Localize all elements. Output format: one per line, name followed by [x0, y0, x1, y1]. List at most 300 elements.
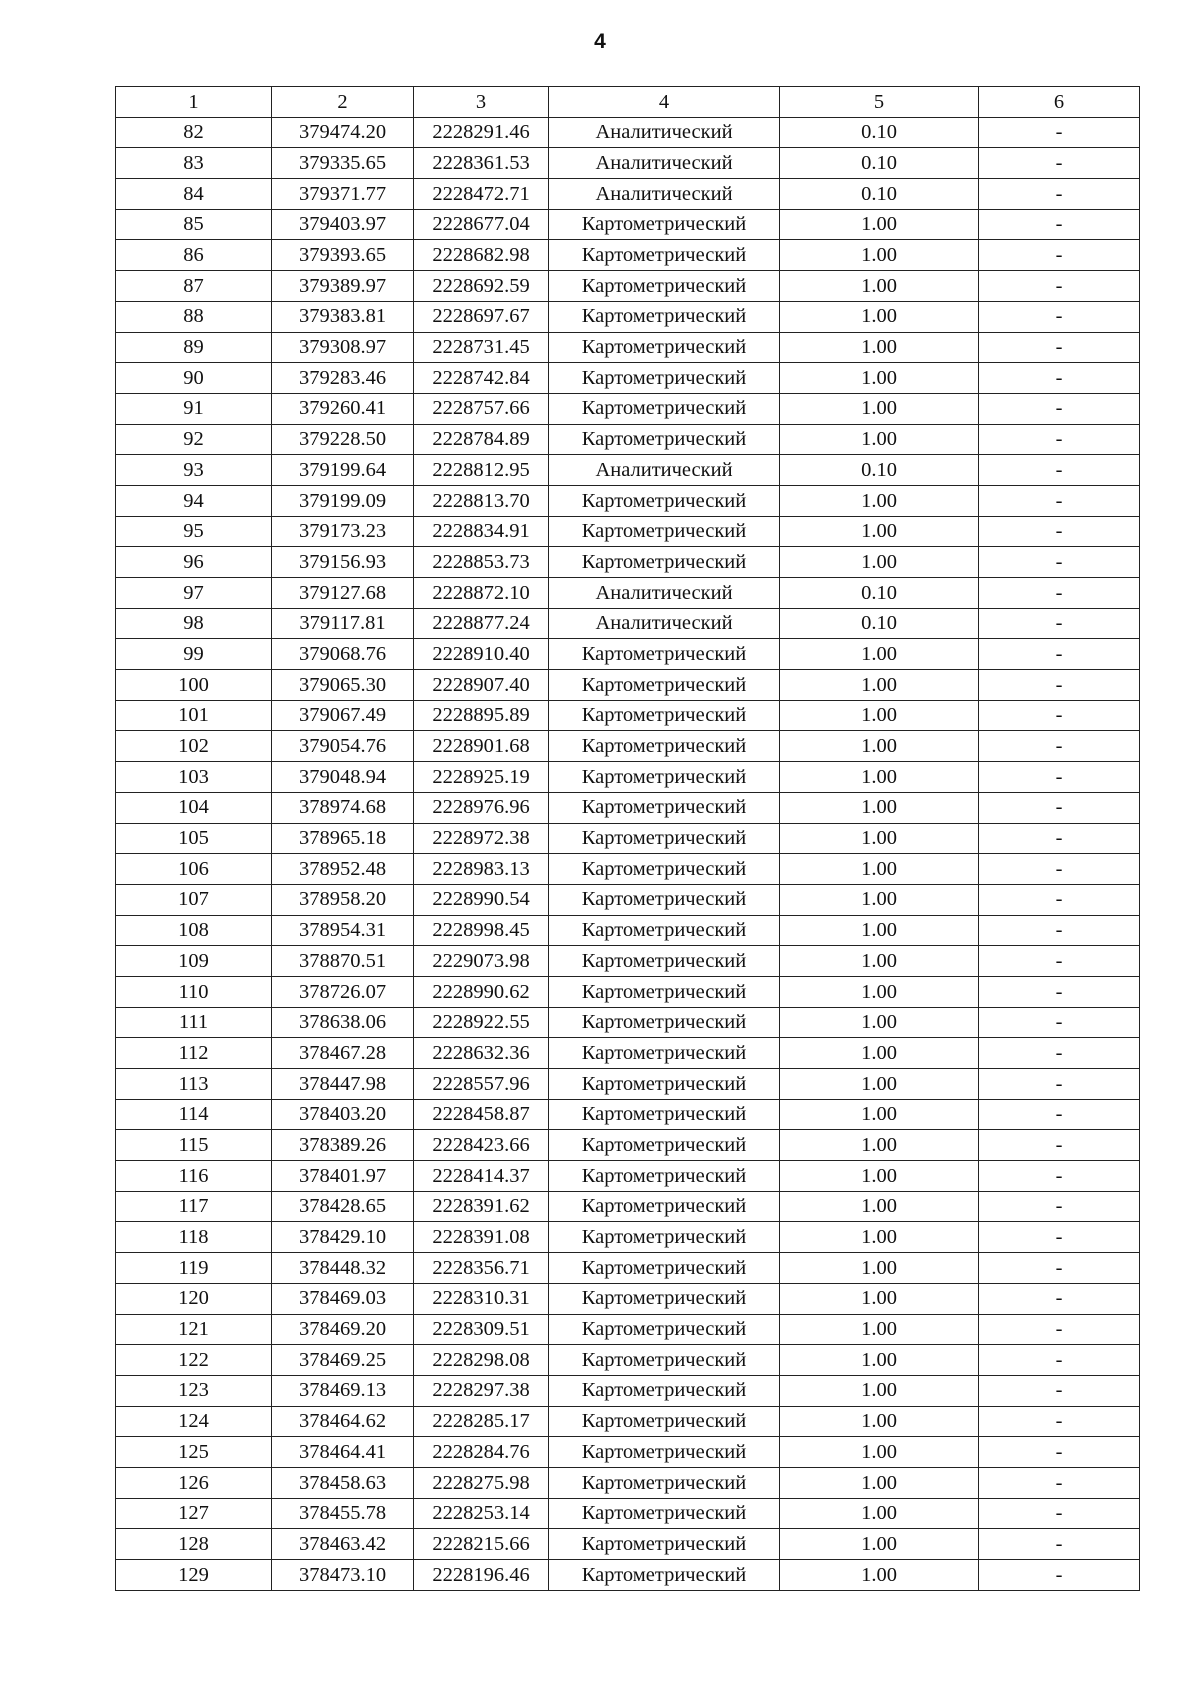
table-row [116, 1498, 1140, 1529]
x-coordinate-cell: 379335.65 [272, 148, 414, 179]
note-cell: - [979, 516, 1140, 547]
point-number-cell: 84 [116, 179, 272, 210]
y-coordinate-cell: 2228901.68 [414, 731, 549, 762]
point-number-cell: 127 [116, 1498, 272, 1529]
y-coordinate-cell: 2228196.46 [414, 1560, 549, 1591]
x-coordinate-cell: 379117.81 [272, 608, 414, 639]
note-cell: - [979, 762, 1140, 793]
method-cell: Картометрический [549, 639, 780, 670]
note-cell: - [979, 301, 1140, 332]
table-row [116, 1560, 1140, 1591]
note-cell: - [979, 485, 1140, 516]
column-header: 5 [780, 87, 979, 118]
x-coordinate-cell: 378389.26 [272, 1130, 414, 1161]
point-number-cell: 116 [116, 1161, 272, 1192]
accuracy-cell: 0.10 [780, 455, 979, 486]
method-cell: Картометрический [549, 1038, 780, 1069]
accuracy-cell: 1.00 [780, 1069, 979, 1100]
accuracy-cell: 0.10 [780, 608, 979, 639]
note-cell: - [979, 393, 1140, 424]
x-coordinate-cell: 379393.65 [272, 240, 414, 271]
note-cell: - [979, 1560, 1140, 1591]
note-cell: - [979, 946, 1140, 977]
point-number-cell: 119 [116, 1253, 272, 1284]
y-coordinate-cell: 2228907.40 [414, 670, 549, 701]
y-coordinate-cell: 2228877.24 [414, 608, 549, 639]
accuracy-cell: 1.00 [780, 731, 979, 762]
x-coordinate-cell: 379228.50 [272, 424, 414, 455]
y-coordinate-cell: 2228356.71 [414, 1253, 549, 1284]
table-row [116, 578, 1140, 609]
table-row [116, 1283, 1140, 1314]
method-cell: Картометрический [549, 884, 780, 915]
point-number-cell: 87 [116, 271, 272, 302]
note-cell: - [979, 1222, 1140, 1253]
table-row [116, 301, 1140, 332]
method-cell: Картометрический [549, 946, 780, 977]
note-cell: - [979, 854, 1140, 885]
y-coordinate-cell: 2228361.53 [414, 148, 549, 179]
accuracy-cell: 1.00 [780, 762, 979, 793]
y-coordinate-cell: 2228297.38 [414, 1375, 549, 1406]
method-cell: Картометрический [549, 271, 780, 302]
x-coordinate-cell: 379048.94 [272, 762, 414, 793]
table-row [116, 240, 1140, 271]
method-cell: Картометрический [549, 424, 780, 455]
table-row [116, 823, 1140, 854]
table-row [116, 455, 1140, 486]
x-coordinate-cell: 378469.25 [272, 1345, 414, 1376]
accuracy-cell: 1.00 [780, 1161, 979, 1192]
y-coordinate-cell: 2228983.13 [414, 854, 549, 885]
table-row [116, 915, 1140, 946]
note-cell: - [979, 670, 1140, 701]
method-cell: Картометрический [549, 1191, 780, 1222]
method-cell: Картометрический [549, 547, 780, 578]
point-number-cell: 88 [116, 301, 272, 332]
accuracy-cell: 1.00 [780, 1498, 979, 1529]
point-number-cell: 129 [116, 1560, 272, 1591]
note-cell: - [979, 1191, 1140, 1222]
point-number-cell: 85 [116, 209, 272, 240]
y-coordinate-cell: 2228284.76 [414, 1437, 549, 1468]
method-cell: Картометрический [549, 976, 780, 1007]
y-coordinate-cell: 2228472.71 [414, 179, 549, 210]
note-cell: - [979, 1314, 1140, 1345]
accuracy-cell: 1.00 [780, 1191, 979, 1222]
y-coordinate-cell: 2228812.95 [414, 455, 549, 486]
y-coordinate-cell: 2228291.46 [414, 117, 549, 148]
method-cell: Картометрический [549, 1222, 780, 1253]
x-coordinate-cell: 379474.20 [272, 117, 414, 148]
method-cell: Картометрический [549, 301, 780, 332]
y-coordinate-cell: 2228391.62 [414, 1191, 549, 1222]
accuracy-cell: 1.00 [780, 1007, 979, 1038]
method-cell: Картометрический [549, 209, 780, 240]
note-cell: - [979, 731, 1140, 762]
y-coordinate-cell: 2228677.04 [414, 209, 549, 240]
table-row [116, 117, 1140, 148]
accuracy-cell: 1.00 [780, 915, 979, 946]
y-coordinate-cell: 2228215.66 [414, 1529, 549, 1560]
point-number-cell: 115 [116, 1130, 272, 1161]
accuracy-cell: 1.00 [780, 670, 979, 701]
table-row [116, 424, 1140, 455]
point-number-cell: 125 [116, 1437, 272, 1468]
table-row [116, 608, 1140, 639]
table-row [116, 516, 1140, 547]
accuracy-cell: 1.00 [780, 792, 979, 823]
table-body [116, 117, 1140, 1590]
method-cell: Картометрический [549, 1375, 780, 1406]
table-row [116, 1253, 1140, 1284]
point-number-cell: 108 [116, 915, 272, 946]
x-coordinate-cell: 379308.97 [272, 332, 414, 363]
y-coordinate-cell: 2228682.98 [414, 240, 549, 271]
note-cell: - [979, 792, 1140, 823]
note-cell: - [979, 332, 1140, 363]
y-coordinate-cell: 2228309.51 [414, 1314, 549, 1345]
x-coordinate-cell: 378726.07 [272, 976, 414, 1007]
table-row [116, 209, 1140, 240]
accuracy-cell: 1.00 [780, 1314, 979, 1345]
x-coordinate-cell: 378965.18 [272, 823, 414, 854]
y-coordinate-cell: 2228998.45 [414, 915, 549, 946]
x-coordinate-cell: 379383.81 [272, 301, 414, 332]
point-number-cell: 86 [116, 240, 272, 271]
accuracy-cell: 1.00 [780, 1345, 979, 1376]
y-coordinate-cell: 2228414.37 [414, 1161, 549, 1192]
accuracy-cell: 1.00 [780, 424, 979, 455]
accuracy-cell: 1.00 [780, 1222, 979, 1253]
x-coordinate-cell: 378974.68 [272, 792, 414, 823]
method-cell: Картометрический [549, 1437, 780, 1468]
method-cell: Картометрический [549, 393, 780, 424]
y-coordinate-cell: 2228784.89 [414, 424, 549, 455]
point-number-cell: 114 [116, 1099, 272, 1130]
y-coordinate-cell: 2228253.14 [414, 1498, 549, 1529]
accuracy-cell: 1.00 [780, 301, 979, 332]
table-row [116, 1222, 1140, 1253]
x-coordinate-cell: 379389.97 [272, 271, 414, 302]
table-row [116, 332, 1140, 363]
note-cell: - [979, 455, 1140, 486]
x-coordinate-cell: 379067.49 [272, 700, 414, 731]
accuracy-cell: 1.00 [780, 700, 979, 731]
y-coordinate-cell: 2228872.10 [414, 578, 549, 609]
point-number-cell: 101 [116, 700, 272, 731]
note-cell: - [979, 117, 1140, 148]
point-number-cell: 126 [116, 1467, 272, 1498]
point-number-cell: 123 [116, 1375, 272, 1406]
method-cell: Картометрический [549, 762, 780, 793]
x-coordinate-cell: 378958.20 [272, 884, 414, 915]
x-coordinate-cell: 379065.30 [272, 670, 414, 701]
method-cell: Картометрический [549, 516, 780, 547]
accuracy-cell: 1.00 [780, 363, 979, 394]
y-coordinate-cell: 2228423.66 [414, 1130, 549, 1161]
table-row [116, 393, 1140, 424]
point-number-cell: 99 [116, 639, 272, 670]
method-cell: Картометрический [549, 670, 780, 701]
accuracy-cell: 1.00 [780, 209, 979, 240]
method-cell: Картометрический [549, 1529, 780, 1560]
table-row [116, 976, 1140, 1007]
y-coordinate-cell: 2228632.36 [414, 1038, 549, 1069]
method-cell: Картометрический [549, 1560, 780, 1591]
table-row [116, 762, 1140, 793]
accuracy-cell: 1.00 [780, 1253, 979, 1284]
y-coordinate-cell: 2228895.89 [414, 700, 549, 731]
header-row [116, 87, 1140, 118]
accuracy-cell: 0.10 [780, 117, 979, 148]
x-coordinate-cell: 379156.93 [272, 547, 414, 578]
method-cell: Картометрический [549, 1314, 780, 1345]
method-cell: Картометрический [549, 1161, 780, 1192]
point-number-cell: 121 [116, 1314, 272, 1345]
y-coordinate-cell: 2228757.66 [414, 393, 549, 424]
y-coordinate-cell: 2228834.91 [414, 516, 549, 547]
note-cell: - [979, 915, 1140, 946]
accuracy-cell: 1.00 [780, 1467, 979, 1498]
x-coordinate-cell: 378467.28 [272, 1038, 414, 1069]
method-cell: Картометрический [549, 915, 780, 946]
accuracy-cell: 1.00 [780, 393, 979, 424]
accuracy-cell: 1.00 [780, 485, 979, 516]
x-coordinate-cell: 379068.76 [272, 639, 414, 670]
point-number-cell: 94 [116, 485, 272, 516]
accuracy-cell: 1.00 [780, 547, 979, 578]
point-number-cell: 105 [116, 823, 272, 854]
note-cell: - [979, 240, 1140, 271]
table-row [116, 854, 1140, 885]
column-header: 1 [116, 87, 272, 118]
note-cell: - [979, 1007, 1140, 1038]
table-row [116, 1345, 1140, 1376]
x-coordinate-cell: 378954.31 [272, 915, 414, 946]
column-header: 2 [272, 87, 414, 118]
y-coordinate-cell: 2228972.38 [414, 823, 549, 854]
point-number-cell: 104 [116, 792, 272, 823]
note-cell: - [979, 1099, 1140, 1130]
x-coordinate-cell: 379199.09 [272, 485, 414, 516]
x-coordinate-cell: 378870.51 [272, 946, 414, 977]
y-coordinate-cell: 2228742.84 [414, 363, 549, 394]
x-coordinate-cell: 378401.97 [272, 1161, 414, 1192]
note-cell: - [979, 1529, 1140, 1560]
point-number-cell: 110 [116, 976, 272, 1007]
method-cell: Картометрический [549, 363, 780, 394]
note-cell: - [979, 1283, 1140, 1314]
accuracy-cell: 0.10 [780, 148, 979, 179]
point-number-cell: 113 [116, 1069, 272, 1100]
table-row [116, 1161, 1140, 1192]
method-cell: Картометрический [549, 1099, 780, 1130]
note-cell: - [979, 1498, 1140, 1529]
point-number-cell: 122 [116, 1345, 272, 1376]
point-number-cell: 90 [116, 363, 272, 394]
table-row [116, 946, 1140, 977]
method-cell: Картометрический [549, 1069, 780, 1100]
method-cell: Аналитический [549, 578, 780, 609]
table-row [116, 670, 1140, 701]
table-row [116, 1007, 1140, 1038]
note-cell: - [979, 1467, 1140, 1498]
note-cell: - [979, 639, 1140, 670]
y-coordinate-cell: 2228990.62 [414, 976, 549, 1007]
point-number-cell: 98 [116, 608, 272, 639]
point-number-cell: 89 [116, 332, 272, 363]
x-coordinate-cell: 379173.23 [272, 516, 414, 547]
y-coordinate-cell: 2228922.55 [414, 1007, 549, 1038]
accuracy-cell: 1.00 [780, 1283, 979, 1314]
note-cell: - [979, 1069, 1140, 1100]
point-number-cell: 117 [116, 1191, 272, 1222]
table-row [116, 700, 1140, 731]
table-row [116, 271, 1140, 302]
method-cell: Картометрический [549, 485, 780, 516]
point-number-cell: 95 [116, 516, 272, 547]
table-row [116, 1467, 1140, 1498]
y-coordinate-cell: 2228853.73 [414, 547, 549, 578]
point-number-cell: 128 [116, 1529, 272, 1560]
note-cell: - [979, 700, 1140, 731]
column-header: 3 [414, 87, 549, 118]
x-coordinate-cell: 378403.20 [272, 1099, 414, 1130]
x-coordinate-cell: 379260.41 [272, 393, 414, 424]
x-coordinate-cell: 378458.63 [272, 1467, 414, 1498]
x-coordinate-cell: 378473.10 [272, 1560, 414, 1591]
note-cell: - [979, 1406, 1140, 1437]
table-row [116, 1529, 1140, 1560]
table-row [116, 547, 1140, 578]
accuracy-cell: 1.00 [780, 823, 979, 854]
note-cell: - [979, 608, 1140, 639]
accuracy-cell: 1.00 [780, 240, 979, 271]
accuracy-cell: 1.00 [780, 1560, 979, 1591]
accuracy-cell: 1.00 [780, 1130, 979, 1161]
accuracy-cell: 1.00 [780, 639, 979, 670]
method-cell: Аналитический [549, 148, 780, 179]
point-number-cell: 107 [116, 884, 272, 915]
x-coordinate-cell: 378447.98 [272, 1069, 414, 1100]
accuracy-cell: 1.00 [780, 854, 979, 885]
table-row [116, 1314, 1140, 1345]
x-coordinate-cell: 378469.20 [272, 1314, 414, 1345]
accuracy-cell: 0.10 [780, 179, 979, 210]
y-coordinate-cell: 2228813.70 [414, 485, 549, 516]
y-coordinate-cell: 2228310.31 [414, 1283, 549, 1314]
table-row [116, 1069, 1140, 1100]
x-coordinate-cell: 378428.65 [272, 1191, 414, 1222]
method-cell: Картометрический [549, 700, 780, 731]
y-coordinate-cell: 2228275.98 [414, 1467, 549, 1498]
note-cell: - [979, 209, 1140, 240]
y-coordinate-cell: 2228692.59 [414, 271, 549, 302]
x-coordinate-cell: 378463.42 [272, 1529, 414, 1560]
table-row [116, 1099, 1140, 1130]
note-cell: - [979, 1345, 1140, 1376]
point-number-cell: 82 [116, 117, 272, 148]
y-coordinate-cell: 2229073.98 [414, 946, 549, 977]
accuracy-cell: 1.00 [780, 1038, 979, 1069]
accuracy-cell: 1.00 [780, 332, 979, 363]
note-cell: - [979, 547, 1140, 578]
x-coordinate-cell: 378464.62 [272, 1406, 414, 1437]
table-row [116, 792, 1140, 823]
note-cell: - [979, 1253, 1140, 1284]
accuracy-cell: 0.10 [780, 578, 979, 609]
method-cell: Аналитический [549, 117, 780, 148]
method-cell: Картометрический [549, 1007, 780, 1038]
accuracy-cell: 1.00 [780, 976, 979, 1007]
table-row [116, 1130, 1140, 1161]
method-cell: Аналитический [549, 455, 780, 486]
x-coordinate-cell: 378448.32 [272, 1253, 414, 1284]
table-row [116, 363, 1140, 394]
table-row [116, 485, 1140, 516]
method-cell: Картометрический [549, 792, 780, 823]
point-number-cell: 109 [116, 946, 272, 977]
note-cell: - [979, 976, 1140, 1007]
note-cell: - [979, 148, 1140, 179]
method-cell: Картометрический [549, 1345, 780, 1376]
table-row [116, 731, 1140, 762]
x-coordinate-cell: 379054.76 [272, 731, 414, 762]
table-row [116, 639, 1140, 670]
y-coordinate-cell: 2228557.96 [414, 1069, 549, 1100]
x-coordinate-cell: 378429.10 [272, 1222, 414, 1253]
point-number-cell: 118 [116, 1222, 272, 1253]
table-row [116, 1375, 1140, 1406]
point-number-cell: 83 [116, 148, 272, 179]
page-number: 4 [594, 30, 606, 53]
note-cell: - [979, 179, 1140, 210]
accuracy-cell: 1.00 [780, 1375, 979, 1406]
method-cell: Картометрический [549, 1467, 780, 1498]
column-header: 6 [979, 87, 1140, 118]
x-coordinate-cell: 378952.48 [272, 854, 414, 885]
note-cell: - [979, 1038, 1140, 1069]
note-cell: - [979, 1130, 1140, 1161]
method-cell: Аналитический [549, 179, 780, 210]
method-cell: Картометрический [549, 332, 780, 363]
accuracy-cell: 1.00 [780, 884, 979, 915]
accuracy-cell: 1.00 [780, 1406, 979, 1437]
y-coordinate-cell: 2228731.45 [414, 332, 549, 363]
x-coordinate-cell: 378469.13 [272, 1375, 414, 1406]
point-number-cell: 111 [116, 1007, 272, 1038]
note-cell: - [979, 823, 1140, 854]
y-coordinate-cell: 2228458.87 [414, 1099, 549, 1130]
point-number-cell: 100 [116, 670, 272, 701]
method-cell: Картометрический [549, 1283, 780, 1314]
x-coordinate-cell: 379371.77 [272, 179, 414, 210]
accuracy-cell: 1.00 [780, 1437, 979, 1468]
point-number-cell: 112 [116, 1038, 272, 1069]
y-coordinate-cell: 2228910.40 [414, 639, 549, 670]
table-row [116, 1437, 1140, 1468]
accuracy-cell: 1.00 [780, 1529, 979, 1560]
x-coordinate-cell: 379283.46 [272, 363, 414, 394]
note-cell: - [979, 1437, 1140, 1468]
table-header [116, 87, 1140, 118]
table-row [116, 1038, 1140, 1069]
y-coordinate-cell: 2228990.54 [414, 884, 549, 915]
note-cell: - [979, 578, 1140, 609]
accuracy-cell: 1.00 [780, 271, 979, 302]
point-number-cell: 103 [116, 762, 272, 793]
